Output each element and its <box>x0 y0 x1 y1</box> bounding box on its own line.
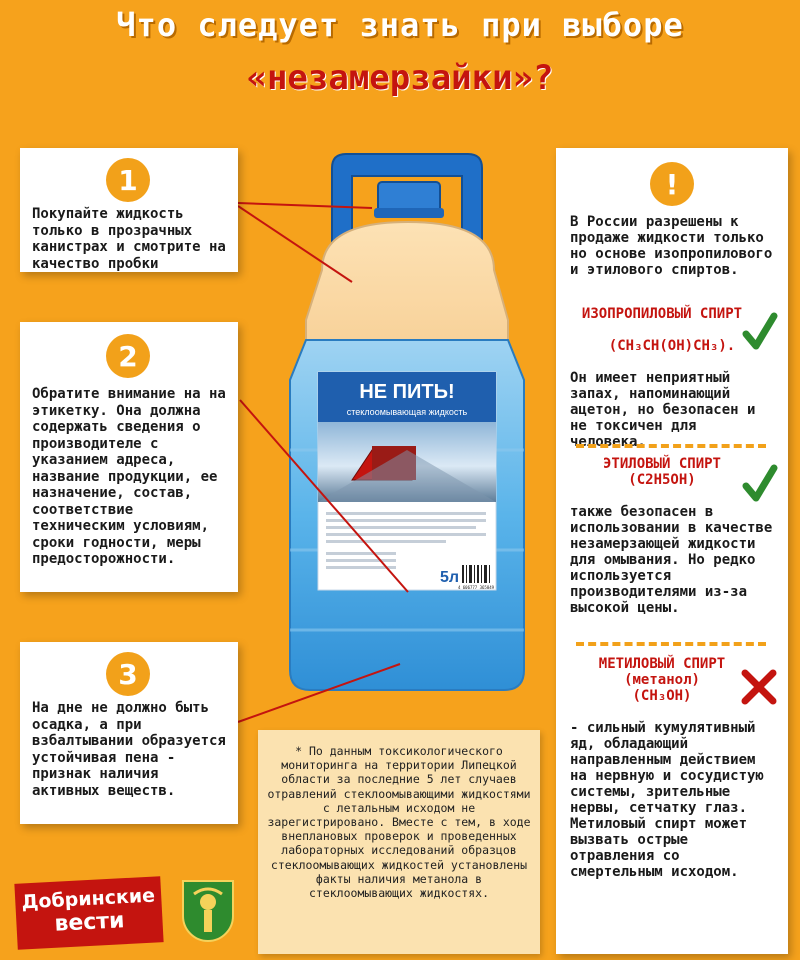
intro-text: В России разрешены к продаже жидкости только но основе изопропилового и этилового спиртов. <box>570 214 773 278</box>
tip-text: Покупайте жидкость только в прозрачных канистрах и смотрите на качество пробки <box>32 206 226 272</box>
tip-text: Обратите внимание на на этикетку. Она должна содержать сведения о производителе с указанием адреса, название продукции, ее назначение, состав, соответствие техническим условиям, сроки годности, меры предосторожности. <box>32 386 226 567</box>
tip-card-1 <box>20 148 238 272</box>
tip-number-badge: 1 <box>106 158 150 202</box>
tip-card-3 <box>20 642 238 824</box>
methyl-heading: МЕТИЛОВЫЙ СПИРТ <box>598 656 726 672</box>
isopropyl-formula: (CH₃CH(OH)CH₃). <box>608 338 736 354</box>
cross-icon <box>740 668 778 706</box>
ethyl-formula: (C2H5OH) <box>628 472 696 488</box>
ethyl-description: также безопасен в использовании в качестве незамерзающей жидкости для омывания. Но редко используется производителями из-за высокой цены. <box>570 504 773 616</box>
exclamation-icon: ! <box>650 162 694 206</box>
newspaper-logo <box>14 876 163 950</box>
isopropyl-heading: ИЗОПРОПИЛОВЫЙ СПИРТ <box>581 306 743 322</box>
label-volume: 5л <box>440 569 460 586</box>
methyl-description: - сильный кумулятивный яд, обладающий направленным действием на нервную и сосудистую системы, зрительные нервы, сетчатку глаз. Метиловый спирт может вызвать острые отравления со смертельным исходом. <box>570 720 764 880</box>
alcohol-info-panel <box>556 148 788 954</box>
coat-of-arms-icon <box>182 880 234 942</box>
logo-line-2: вести <box>53 908 126 937</box>
barcode-number: 4 606777 365849 <box>457 585 495 590</box>
label-subtitle: стеклоомывающая жидкость <box>346 407 468 417</box>
check-icon <box>742 312 778 352</box>
footnote-text: * По данным токсикологического мониторинга на территории Липецкой области за последние 5 лет случаев отравлений стеклоомывающими жидкостями с летальным исходом не зарегистрировано. Вместе с тем, в ходе внеплановых проверок и проведенных лабораторных исследований образцов стеклоомывающих жидкостей установлены факты наличия метанола в стеклоомывающих жидкостях. <box>267 744 531 901</box>
tip-text: На дне не должно быть осадка, а при взбалтывании образуется устойчивая пена - признак наличия активных веществ. <box>32 700 226 799</box>
divider <box>576 642 766 646</box>
tip-card-2 <box>20 322 238 592</box>
logo-line-1: Добринские <box>20 884 156 914</box>
footnote-box <box>258 730 540 954</box>
label-title: НЕ ПИТЬ! <box>359 381 455 403</box>
page-subtitle: «незамерзайки»? <box>246 58 554 98</box>
tip-number-badge: 2 <box>106 334 150 378</box>
check-icon <box>742 464 778 504</box>
methyl-formula: (CH₃OH) <box>632 688 692 704</box>
tip-number-badge: 3 <box>106 652 150 696</box>
ethyl-heading: ЭТИЛОВЫЙ СПИРТ <box>602 456 721 472</box>
isopropyl-description: Он имеет неприятный запах, напоминающий ацетон, но безопасен и не токсичен для человека. <box>570 370 756 450</box>
methyl-subname: (метанол) <box>624 672 700 688</box>
divider <box>576 444 766 448</box>
page-title: Что следует знать при выборе <box>116 6 684 44</box>
